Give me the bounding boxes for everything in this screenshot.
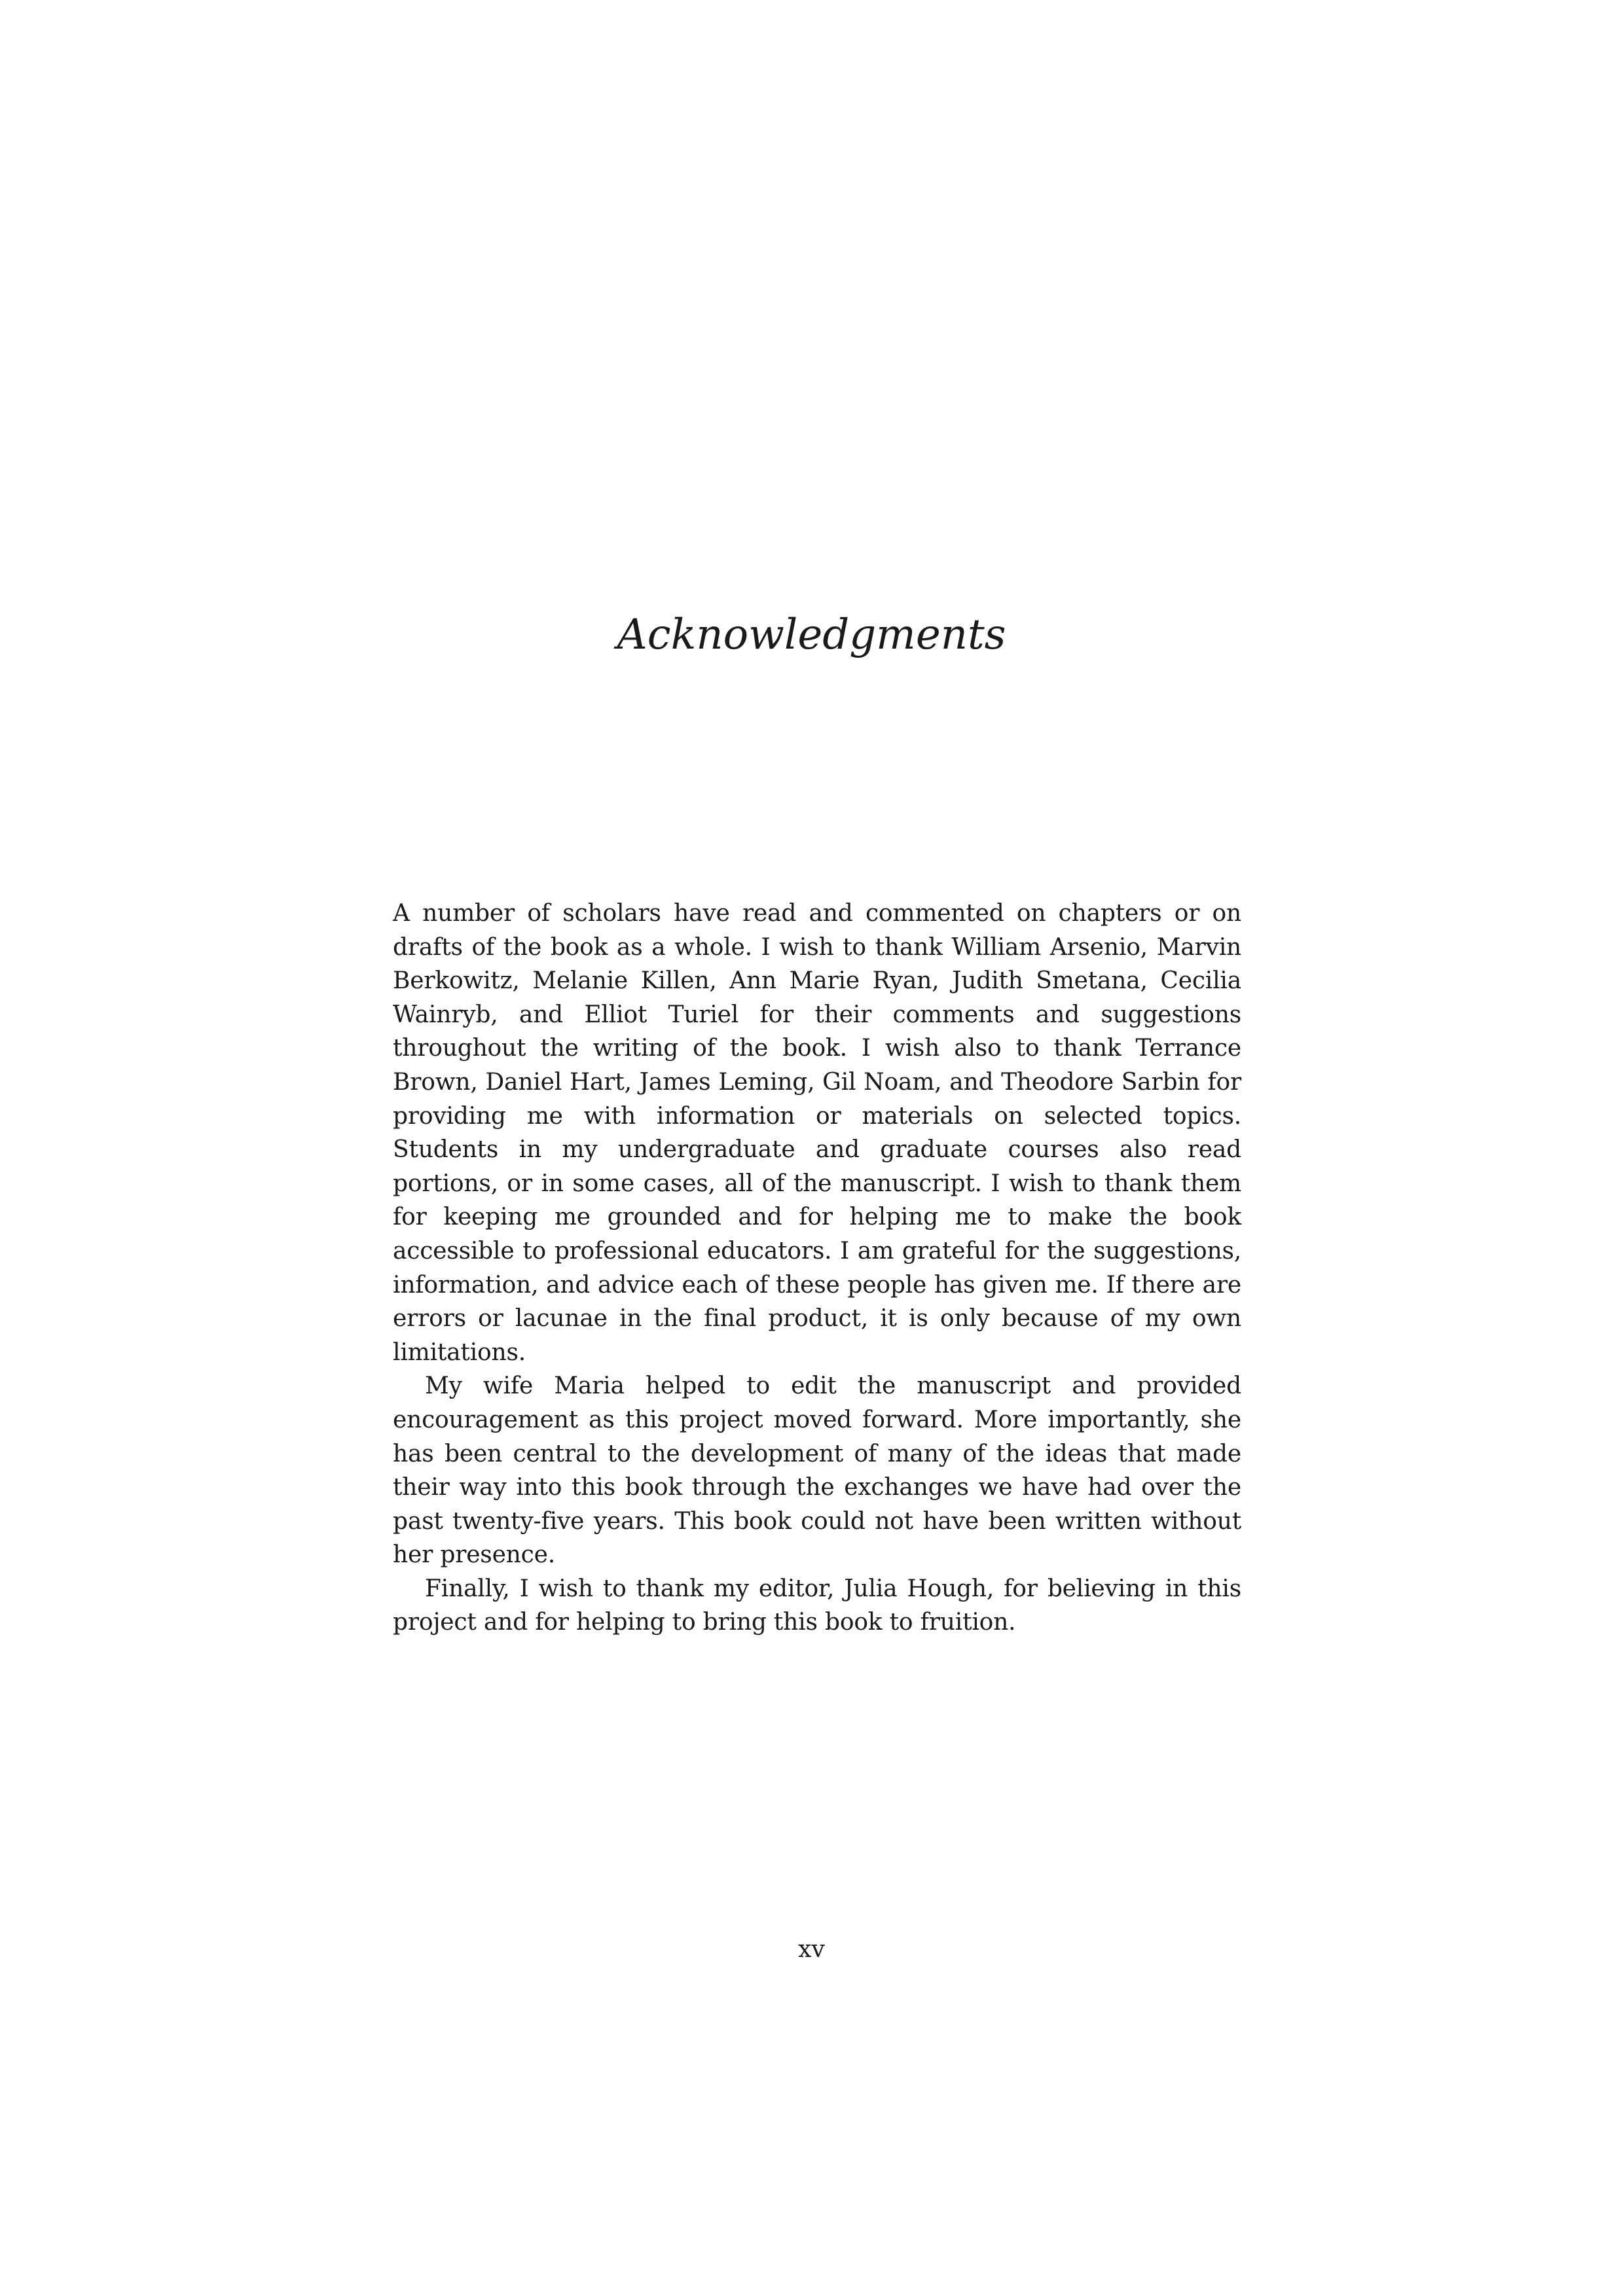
paragraph-1: A number of scholars have read and commented on chapters or on drafts of the book as a whole. I wish to thank William Arsenio, Marvin Berkowitz, Melanie Killen, Ann Marie Ryan, Judith Smetana, Cecilia Wainryb, and Elliot Turiel for their comments and suggestions throughout the writing of the book. I wish also to thank Terrance Brown, Daniel Hart, James Leming, Gil Noam, and Theodore Sarbin for providing me with information or materials on selected topics. Students in my undergraduate and graduate courses also read portions, or in some cases, all of the manuscript. I wish to thank them for keeping me grounded and for helping me to make the book accessible to professional educators. I am grateful for the suggestions, information, and advice each of these people has given me. If there are errors or lacunae in the final product, it is only because of my own limitations.	[393, 900, 1241, 1366]
paragraph-3: Finally, I wish to thank my editor, Julia Hough, for believing in this project and for helping to bring this book to fruition.	[393, 1575, 1241, 1636]
paragraph-2: My wife Maria helped to edit the manuscript and provided encouragement as this project moved forward. More importantly, she has been central to the development of many of the ideas that made their way into this book through the exchanges we have had over the past twenty-five years. This book could not have been written without her presence.	[393, 1372, 1241, 1569]
page-title: Acknowledgments	[617, 611, 1006, 659]
page-number: xv	[798, 1936, 825, 1963]
acknowledgments-body	[393, 897, 1241, 1640]
